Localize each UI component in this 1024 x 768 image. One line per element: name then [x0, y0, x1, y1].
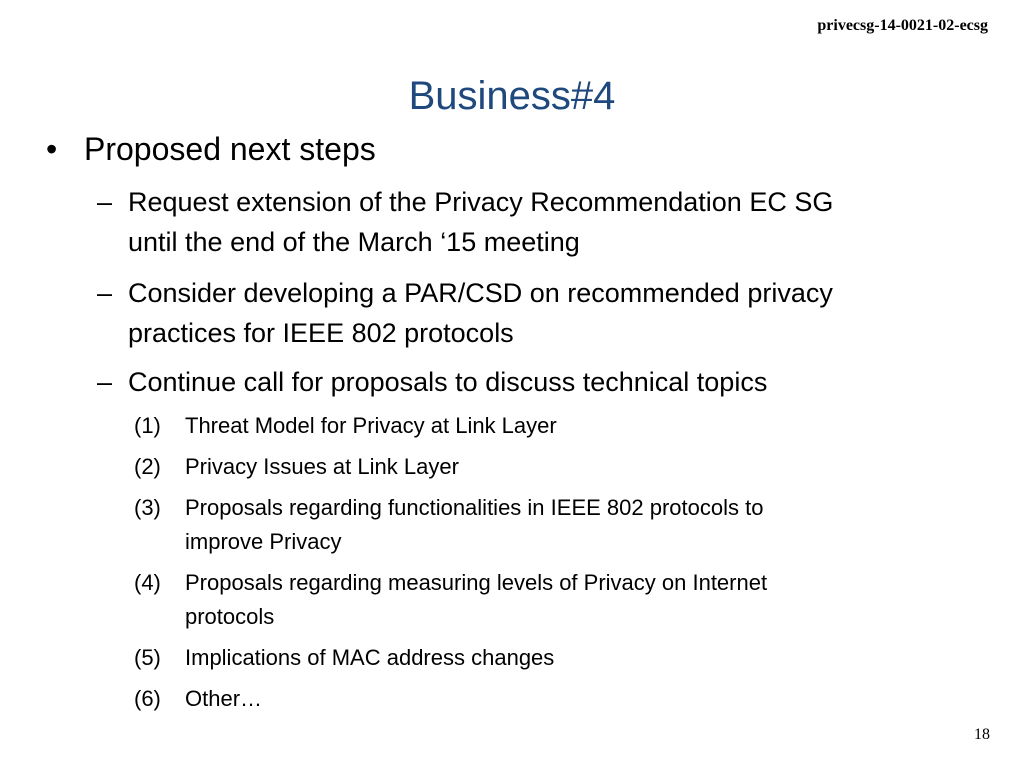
topic-number: (5): [134, 645, 161, 670]
sub-item-consider-par-csd: [97, 273, 967, 353]
bullet-text: Proposed next steps: [84, 131, 376, 167]
topic-item-1: [134, 409, 914, 443]
topic-line: protocols: [185, 604, 275, 629]
topic-line: Proposals regarding measuring levels of Privacy on Internet: [185, 570, 768, 595]
bullet-marker: •: [46, 131, 58, 167]
topic-text: [185, 566, 905, 634]
dash-marker: –: [97, 278, 113, 308]
dash-marker: –: [97, 187, 113, 217]
sub-item-line: practices for IEEE 802 protocols: [128, 318, 514, 348]
sub-item-line: Request extension of the Privacy Recommendation EC SG: [128, 187, 834, 217]
topic-number: (2): [134, 454, 161, 479]
topic-item-5: [134, 641, 914, 675]
topic-text: [185, 491, 905, 559]
sub-item-line: Consider developing a PAR/CSD on recommended privacy: [128, 278, 833, 308]
sub-item-continue-call: [97, 362, 967, 402]
slide-title: Business#4: [408, 74, 616, 118]
topic-line: Proposals regarding functionalities in IEEE 802 protocols to: [185, 495, 764, 520]
topic-number: (1): [134, 413, 161, 438]
topic-item-3: [134, 491, 914, 559]
topic-item-4: [134, 566, 914, 634]
sub-item-text: [128, 182, 958, 262]
topic-text: Implications of MAC address changes: [185, 645, 555, 670]
sub-item-line: until the end of the March ‘15 meeting: [128, 227, 580, 257]
topic-number: (6): [134, 686, 161, 711]
topic-number: (3): [134, 495, 161, 520]
sub-item-request-extension: [97, 182, 967, 262]
topic-text: Threat Model for Privacy at Link Layer: [185, 413, 557, 438]
topic-item-6: [134, 682, 914, 716]
topic-line: improve Privacy: [185, 529, 342, 554]
topic-number: (4): [134, 570, 161, 595]
dash-marker: –: [97, 367, 113, 397]
page-number: 18: [974, 726, 990, 743]
document-id: privecsg-14-0021-02-ecsg: [817, 17, 988, 34]
sub-item-text: [128, 273, 958, 353]
sub-item-text: Continue call for proposals to discuss technical topics: [128, 367, 768, 397]
topic-text: Privacy Issues at Link Layer: [185, 454, 459, 479]
topic-text: Other…: [185, 686, 263, 711]
topic-item-2: [134, 450, 914, 484]
